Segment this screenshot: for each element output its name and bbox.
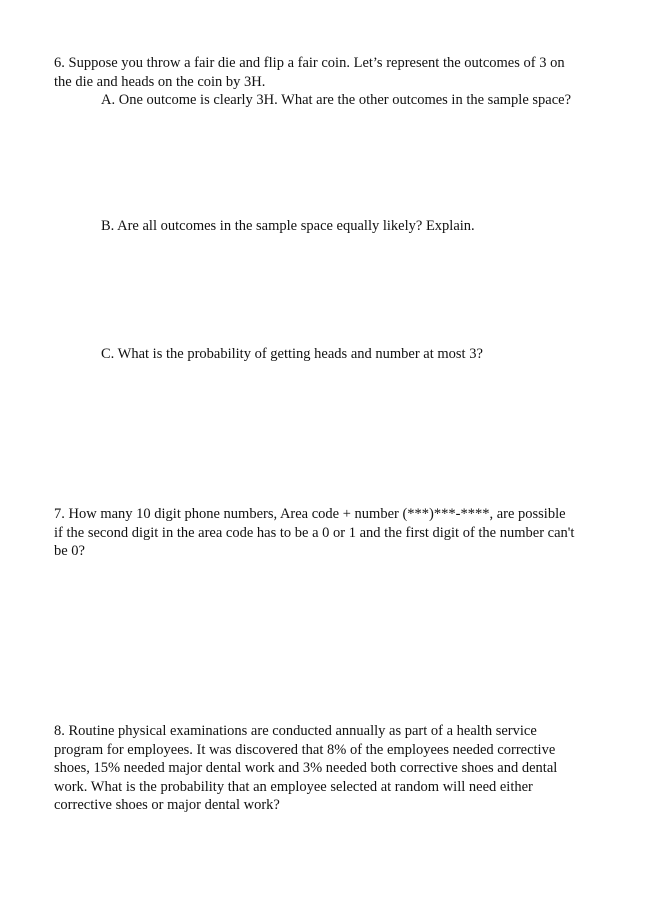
question-8-line-3: shoes, 15% needed major dental work and 3% needed both corrective shoes and dental (54, 760, 558, 776)
question-6-part-a-text: A. One outcome is clearly 3H. What are the other outcomes in the sample space? (101, 92, 572, 108)
question-6-part-b-text: B. Are all outcomes in the sample space equally likely? Explain. (101, 218, 475, 234)
question-7-line-2: if the second digit in the area code has to be a 0 or 1 and the first digit of the number can't (54, 524, 575, 541)
question-6-line-2: the die and heads on the coin by 3H. (54, 73, 266, 90)
question-8 (54, 722, 614, 815)
question-8-line-2: program for employees. It was discovered that 8% of the employees needed corrective (54, 741, 556, 758)
question-6-part-a (101, 91, 631, 110)
question-8-line-5: corrective shoes or major dental work? (54, 797, 280, 813)
question-7-line-3: be 0? (54, 543, 85, 559)
question-8-line-1: 8. Routine physical examinations are conducted annually as part of a health service (54, 723, 537, 739)
question-7 (54, 505, 624, 561)
question-6-part-c (101, 345, 631, 364)
question-7-line-1: 7. How many 10 digit phone numbers, Area code + number (***)***-****, are possible (54, 506, 566, 522)
question-6-line-1: 6. Suppose you throw a fair die and flip a fair coin. Let’s represent the outcomes of 3 on (54, 55, 565, 71)
question-6-part-c-text: C. What is the probability of getting heads and number at most 3? (101, 346, 483, 362)
question-6 (54, 54, 624, 91)
question-6-part-b (101, 217, 631, 236)
question-8-line-4: work. What is the probability that an employee selected at random will need either (54, 778, 533, 795)
